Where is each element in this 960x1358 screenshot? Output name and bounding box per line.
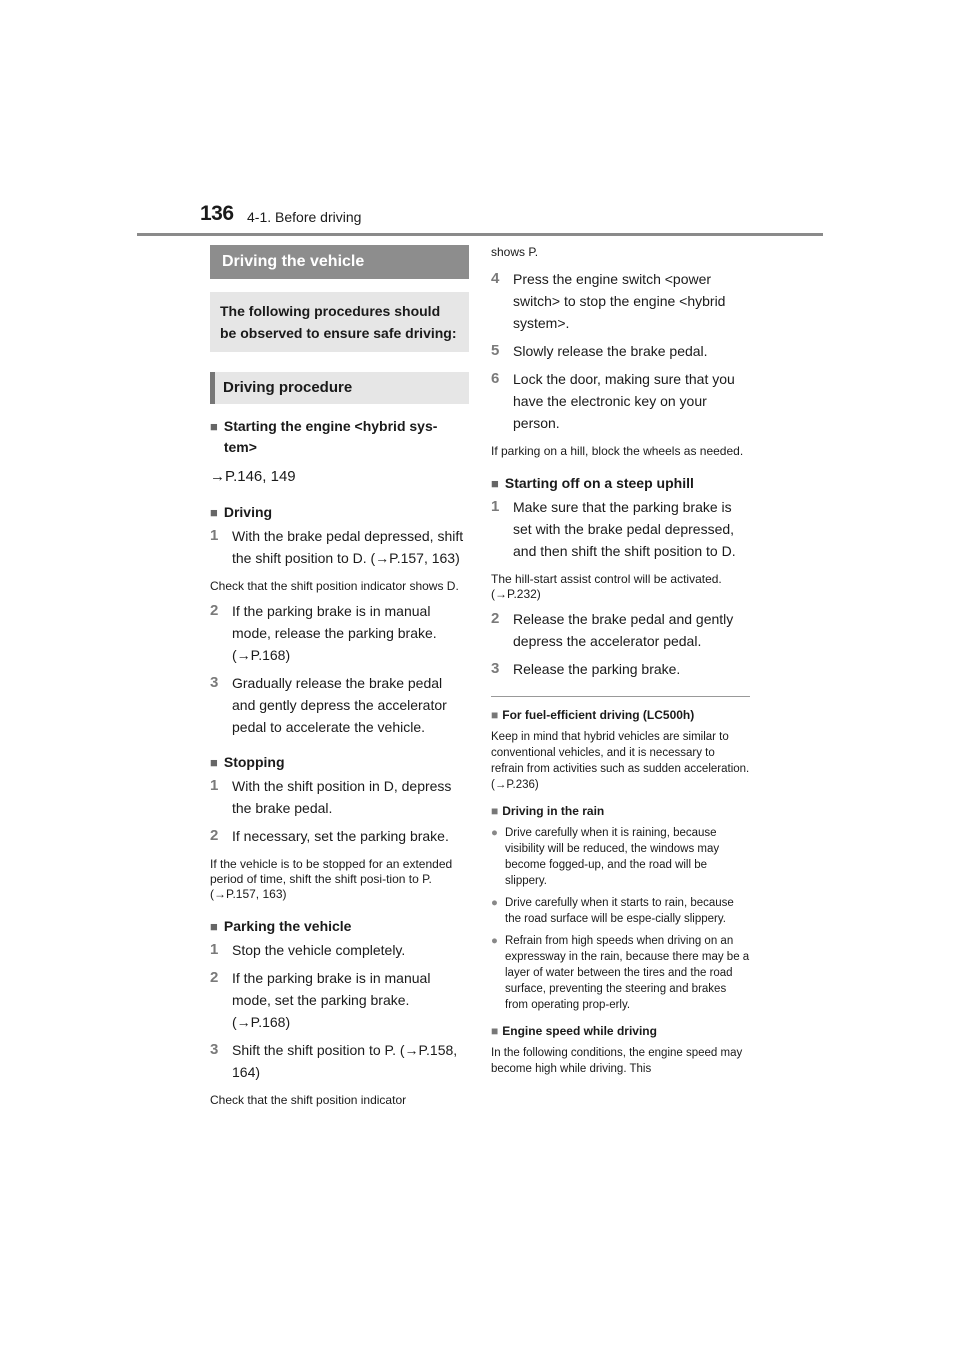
square-bullet-icon: ■ [210,419,218,434]
note-continued: shows P. [491,245,539,259]
square-bullet-icon: ■ [491,1024,499,1038]
circle-bullet-icon: ● [491,897,498,909]
square-bullet-icon: ■ [210,755,218,770]
step: 3 Gradually release the brake pedal and gently depress the accelerator pedal to accelerate the vehicle. [210,674,447,735]
step: 6 Lock the door, making sure that you have the electronic key on your person. [491,370,735,431]
square-bullet-icon: ■ [491,804,499,818]
note: If the vehicle is to be stopped for an extended period of time, shift the shift posi-tion to P. (→P.157, 163) [210,857,453,901]
square-bullet-icon: ■ [210,505,218,520]
section-reference: 4-1. Before driving [247,209,362,225]
note: Check that the shift position indicator [210,1093,407,1107]
subheading-rain: ■ Driving in the rain [491,804,605,818]
note: Check that the shift position indicator shows D. [210,579,459,593]
page-number: 136 [200,202,234,225]
right-column [491,245,750,1077]
page-ref: →P.146, 149 [210,468,296,485]
subheading-starting: ■ Starting the engine <hybrid sys-tem> [210,416,469,458]
step: 2 If the parking brake is in manual mode, release the parking brake. (→P.168) [210,602,437,663]
subheading-engine-speed: ■ Engine speed while driving [491,1024,657,1038]
subheading-parking: ■ Parking the vehicle [210,916,469,937]
subheading-fuel: ■ For fuel-efficient driving (LC500h) [491,708,695,722]
circle-bullet-icon: ● [491,827,498,839]
step: 2 If necessary, set the parking brake. [210,827,449,844]
step: 2 If the parking brake is in manual mode, set the parking brake. (→P.168) [210,969,431,1030]
square-bullet-icon: ■ [491,476,499,491]
bullet-item: ● Drive carefully when it starts to rain, because the road surface will be espe-cially slippery. [491,897,734,925]
bullet-item: ● Drive carefully when it is raining, because visibility will be reduced, the windows may become fogged-up, and the road will be slippery. [491,827,720,887]
header-rule [137,233,823,236]
divider [491,696,750,697]
subheading-stopping: ■ Stopping [210,752,469,773]
circle-bullet-icon: ● [491,935,498,947]
subheading-uphill: ■ Starting off on a steep uphill [491,473,750,494]
subheading-driving: ■ Driving [210,502,469,523]
step: 3 Release the parking brake. [491,660,681,677]
bullet-item: ● Refrain from high speeds when driving on an expressway in the rain, because there may be a layer of water between the tires and the road surface, preventing the steering and brakes from operating prop-erly. [491,935,750,1011]
step: 1 With the brake pedal depressed, shift the shift position to D. (→P.157, 163) [210,527,464,566]
paragraph: In the following conditions, the engine speed may become high while driving. This [491,1047,743,1075]
step: 5 Slowly release the brake pedal. [491,342,708,359]
procedure-header: Driving procedure [210,372,469,404]
note: The hill-start assist control will be activated. (→P.232) [491,572,722,601]
square-bullet-icon: ■ [210,919,218,934]
step: 2 Release the brake pedal and gently depress the accelerator pedal. [491,610,734,649]
step: 3 Shift the shift position to P. (→P.158, 164) [210,1041,458,1080]
left-column [210,245,469,1108]
step: 1 Make sure that the parking brake is set with the brake pedal depressed, and then shift the shift position to D. [491,498,736,559]
note: If parking on a hill, block the wheels as needed. [491,444,744,458]
step: 1 With the shift position in D, depress the brake pedal. [210,777,452,816]
square-bullet-icon: ■ [491,708,499,722]
intro-box: The following procedures should be observed to ensure safe driving: [210,292,469,352]
step: 1 Stop the vehicle completely. [210,941,406,958]
step: 4 Press the engine switch <power switch> to stop the engine <hybrid system>. [491,270,726,331]
section-title: Driving the vehicle [210,245,469,279]
paragraph: Keep in mind that hybrid vehicles are similar to conventional vehicles, and it is necessary to refrain from activities such as sudden acceleration. (→P.236) [491,731,750,791]
